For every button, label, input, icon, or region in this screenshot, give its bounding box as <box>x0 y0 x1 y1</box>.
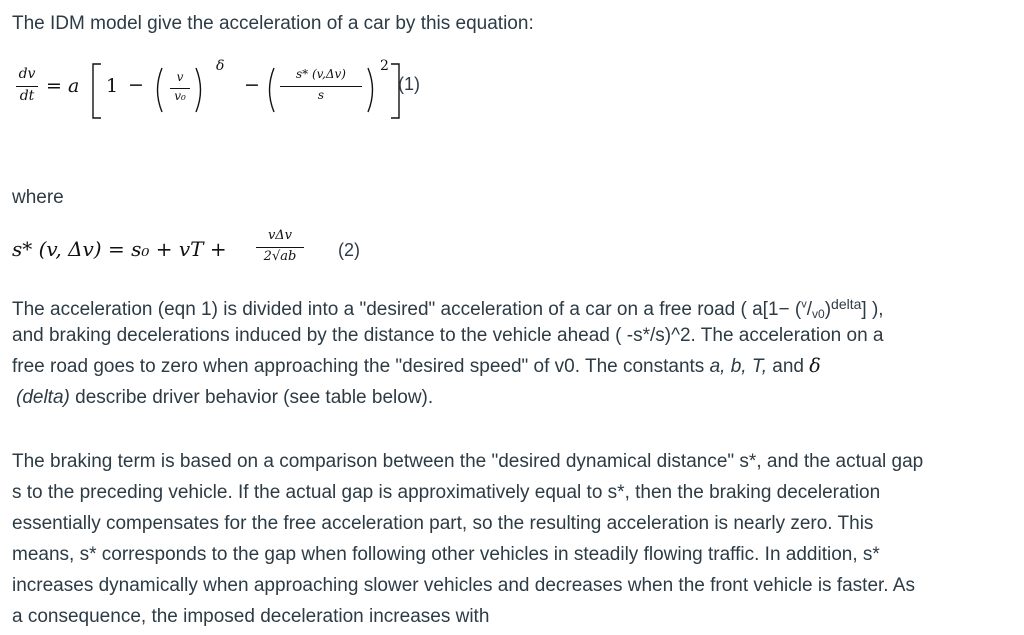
where-text: where <box>12 187 64 208</box>
eq2-numerator: vΔv <box>267 228 293 243</box>
para1-line-3: free road goes to zero when approaching the "desired speed" of v0. The constants a, b, T, and δ <box>12 355 821 377</box>
para2-line-6: a consequence, the imposed deceleration increases with <box>12 606 490 627</box>
para2-line-2: s to the preceding vehicle. If the actual gap is approximatively equal to s*, then the braking deceleration <box>12 482 881 503</box>
eq2-denominator: 2√ab <box>263 249 297 264</box>
eq1-minus-1: − <box>128 74 144 96</box>
equation-2 <box>12 225 372 275</box>
eq1-v-denominator: v₀ <box>174 89 186 103</box>
eq1-tag: (1) <box>398 74 420 94</box>
eq1-s-denominator: s <box>317 88 325 102</box>
eq1-equals-a: = a <box>46 75 80 97</box>
para2-line-3: essentially compensates for the free acceleration part, so the resulting acceleration is nearly zero. This <box>12 513 874 534</box>
eq1-lhs-numerator: dv <box>18 66 36 82</box>
para2-line-4: means, s* corresponds to the gap when following other vehicles in steadily flowing traffic. In addition, s* <box>12 544 880 565</box>
eq1-one: 1 <box>106 75 119 97</box>
para1-line-2: and braking decelerations induced by the distance to the vehicle ahead ( -s*/s)^2. The acceleration on a <box>12 325 884 346</box>
eq1-square-exponent: 2 <box>380 58 389 74</box>
para2-line-1: The braking term is based on a comparison between the "desired dynamical distance" s*, and the actual gap <box>12 451 924 472</box>
intro-text: The IDM model give the acceleration of a car by this equation: <box>12 13 534 34</box>
eq1-left-bracket <box>90 60 104 122</box>
eq1-v-numerator: v <box>176 70 184 84</box>
eq2-lhs: s* (v, Δv) = s₀ + vT + <box>12 237 227 261</box>
eq1-minus-2: − <box>244 74 260 96</box>
para1-line-1: The acceleration (eqn 1) is divided into a "desired" acceleration of a car on a free road ( $a[1- (^v/v0)^{delta}]$ ), <box>12 296 884 321</box>
eq2-tag: (2) <box>338 240 360 260</box>
para1-line-4: (delta) describe driver behavior (see table below). <box>16 387 434 408</box>
equation-1 <box>12 60 432 122</box>
eq1-s-numerator: s* (v,Δv) <box>296 67 346 81</box>
eq1-lhs-denominator: dt <box>19 88 35 104</box>
eq1-delta-exponent: δ <box>216 58 225 74</box>
para2-line-5: increases dynamically when approaching slower vehicles and decreases when the front vehicle is faster. As <box>12 575 915 596</box>
